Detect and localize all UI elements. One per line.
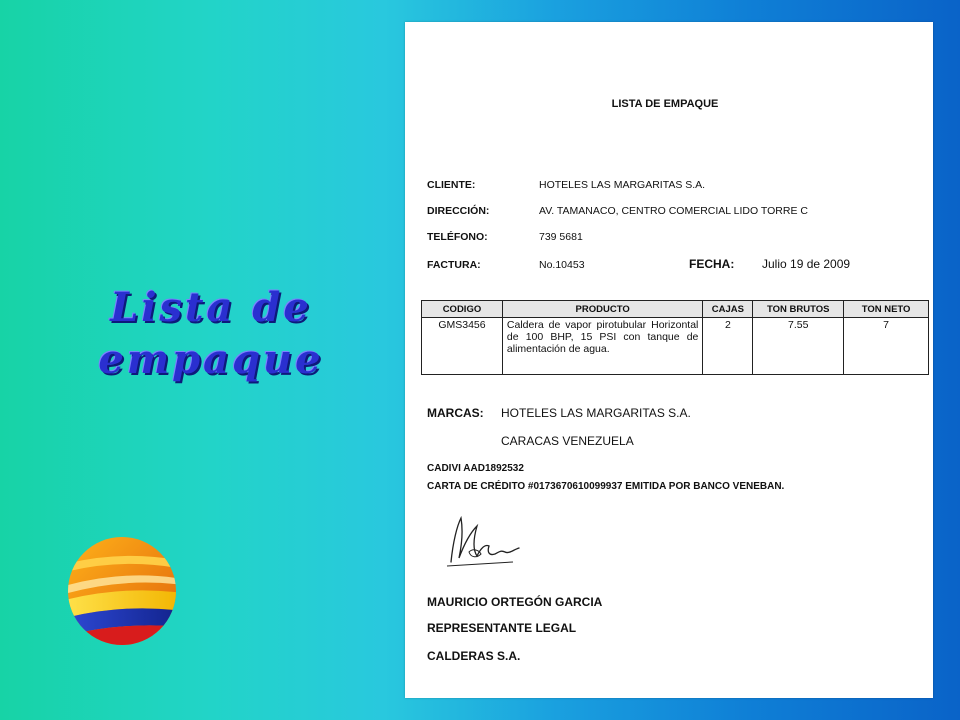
date-label: FECHA: bbox=[689, 257, 735, 271]
items-table bbox=[421, 300, 929, 375]
slide-title bbox=[95, 282, 327, 386]
client-value: HOTELES LAS MARGARITAS S.A. bbox=[539, 179, 706, 191]
date-value: Julio 19 de 2009 bbox=[762, 257, 851, 271]
marks-label: MARCAS: bbox=[427, 406, 484, 420]
header-net-tons: TON NETO bbox=[844, 301, 929, 318]
header-boxes: CAJAS bbox=[703, 301, 753, 318]
credit-letter: CARTA DE CRÉDITO #0173670610099937 EMITIDA POR BANCO VENEBAN. bbox=[427, 481, 785, 492]
marks-line2: CARACAS VENEZUELA bbox=[501, 434, 634, 448]
cell-boxes: 2 bbox=[703, 318, 753, 375]
header-product: PRODUCTO bbox=[502, 301, 702, 318]
cell-code: GMS3456 bbox=[422, 318, 503, 375]
marks-line1: HOTELES LAS MARGARITAS S.A. bbox=[501, 406, 691, 420]
phone-label: TELÉFONO: bbox=[427, 231, 488, 243]
invoice-value: No.10453 bbox=[539, 259, 585, 271]
company-name: CALDERAS S.A. bbox=[427, 649, 521, 663]
address-value: AV. TAMANACO, CENTRO COMERCIAL LIDO TORRE C bbox=[539, 205, 808, 217]
cell-net-tons: 7 bbox=[844, 318, 929, 375]
document-title: LISTA DE EMPAQUE bbox=[611, 98, 719, 110]
signature-icon bbox=[443, 512, 523, 572]
signer-name: MAURICIO ORTEGÓN GARCIA bbox=[427, 595, 603, 609]
striped-globe-logo-icon bbox=[66, 535, 178, 647]
cell-gross-tons: 7.55 bbox=[753, 318, 844, 375]
header-code: CODIGO bbox=[422, 301, 503, 318]
cell-product: Caldera de vapor pirotubular Horizontal de 100 BHP, 15 PSI con tanque de alimentación de agua. bbox=[502, 318, 702, 375]
address-label: DIRECCIÓN: bbox=[427, 205, 490, 217]
table-row bbox=[422, 318, 929, 375]
signer-role: REPRESENTANTE LEGAL bbox=[427, 621, 577, 635]
packing-list-document bbox=[405, 22, 933, 698]
cadivi-code: CADIVI AAD1892532 bbox=[427, 463, 524, 474]
slide-title-line1: Lista de bbox=[110, 284, 312, 331]
table-header-row bbox=[422, 301, 929, 318]
phone-value: 739 5681 bbox=[539, 231, 583, 243]
invoice-label: FACTURA: bbox=[427, 259, 481, 271]
slide-title-line2: empaque bbox=[98, 336, 324, 383]
client-label: CLIENTE: bbox=[427, 179, 476, 191]
header-gross-tons: TON BRUTOS bbox=[753, 301, 844, 318]
